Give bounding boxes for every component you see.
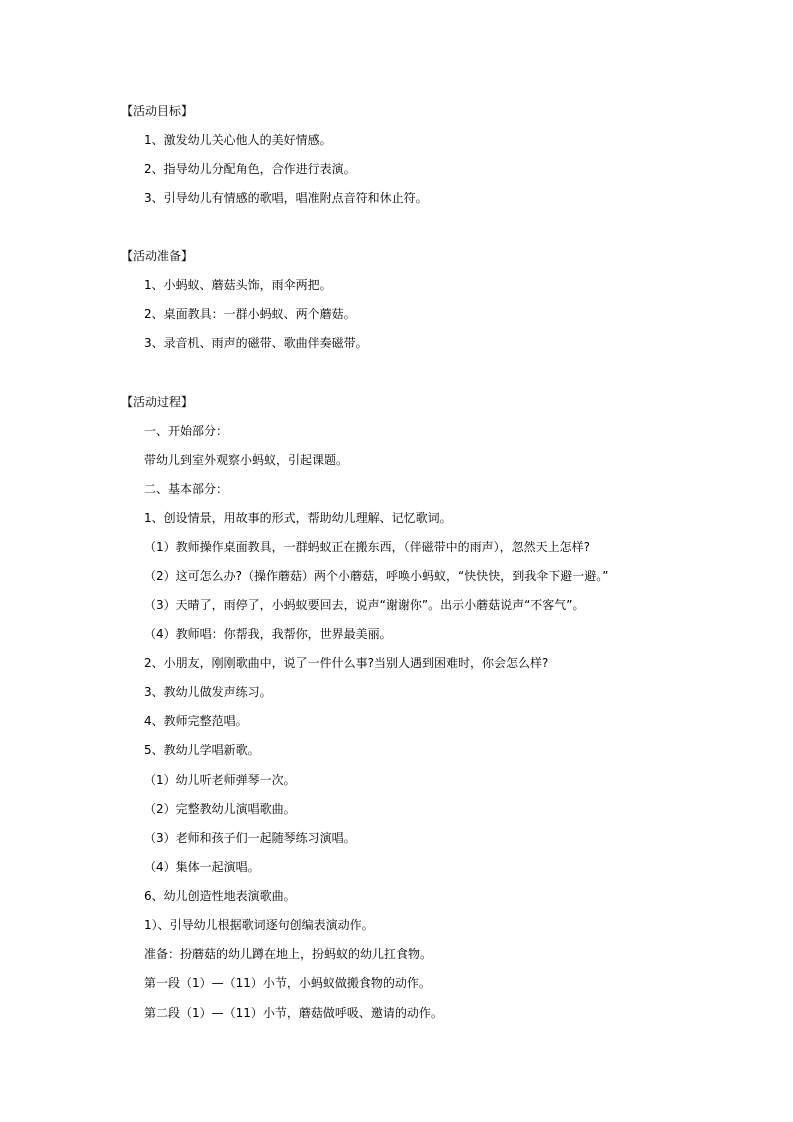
process-line-10: 3、教幼儿做发声练习。 (144, 685, 272, 699)
process-line-20: 第一段（1）—（11）小节，小蚂蚁做搬食物的动作。 (144, 976, 431, 990)
process-line-3: 二、基本部分： (144, 482, 229, 496)
process-line-18: 1）、引导幼儿根据歌词逐句创编表演动作。 (144, 918, 374, 932)
process-line-7: （3）天晴了，雨停了，小蚂蚁要回去，说声“谢谢你”。出示小蘑菇说声“不客气”。 (144, 598, 585, 612)
process-line-14: （2）完整教幼儿演唱歌曲。 (144, 802, 296, 816)
prep-item-1: 1、小蚂蚁、蘑菇头饰，雨伞两把。 (144, 278, 332, 292)
goal-item-3: 3、引导幼儿有情感的歌唱，唱准附点音符和休止符。 (144, 191, 428, 205)
prep-item-2: 2、桌面教具：一群小蚂蚁、两个蘑菇。 (144, 307, 356, 321)
process-line-2: 带幼儿到室外观察小蚂蚁，引起课题。 (144, 453, 349, 467)
process-line-1: 一、开始部分： (144, 424, 229, 438)
prep-item-3: 3、录音机、雨声的磁带、歌曲伴奏磁带。 (144, 336, 368, 350)
process-line-21: 第二段（1）—（11）小节，蘑菇做呼吸、邀请的动作。 (144, 1006, 443, 1020)
process-line-15: （3）老师和孩子们一起随琴练习演唱。 (144, 831, 356, 845)
process-line-11: 4、教师完整范唱。 (144, 714, 248, 728)
process-line-9: 2、小朋友，刚刚歌曲中，说了一件什么事?当别人遇到困难时，你会怎么样? (144, 656, 549, 670)
process-line-16: （4）集体一起演唱。 (144, 860, 260, 874)
process-line-6: （2）这可怎么办?（操作蘑菇）两个小蘑菇，呼唤小蚂蚁，“快快快，到我伞下避一避。” (144, 569, 609, 583)
process-line-13: （1）幼儿听老师弹琴一次。 (144, 773, 296, 787)
process-line-12: 5、教幼儿学唱新歌。 (144, 743, 260, 757)
process-line-8: （4）教师唱：你帮我，我帮你，世界最美丽。 (144, 627, 392, 641)
process-line-19: 准备：扮蘑菇的幼儿蹲在地上，扮蚂蚁的幼儿扛食物。 (144, 947, 433, 961)
goal-item-2: 2、指导幼儿分配角色，合作进行表演。 (144, 162, 356, 176)
section-heading-prep: 【活动准备】 (121, 249, 194, 263)
section-heading-process: 【活动过程】 (121, 395, 194, 409)
process-line-4: 1、创设情景，用故事的形式，帮助幼儿理解、记忆歌词。 (144, 511, 452, 525)
process-line-5: （1）教师操作桌面教具，一群蚂蚁正在搬东西，（伴磁带中的雨声），忽然天上怎样? (144, 540, 591, 554)
process-line-17: 6、幼儿创造性地表演歌曲。 (144, 889, 296, 903)
goal-item-1: 1、激发幼儿关心他人的美好情感。 (144, 133, 332, 147)
section-heading-goals: 【活动目标】 (121, 104, 194, 118)
